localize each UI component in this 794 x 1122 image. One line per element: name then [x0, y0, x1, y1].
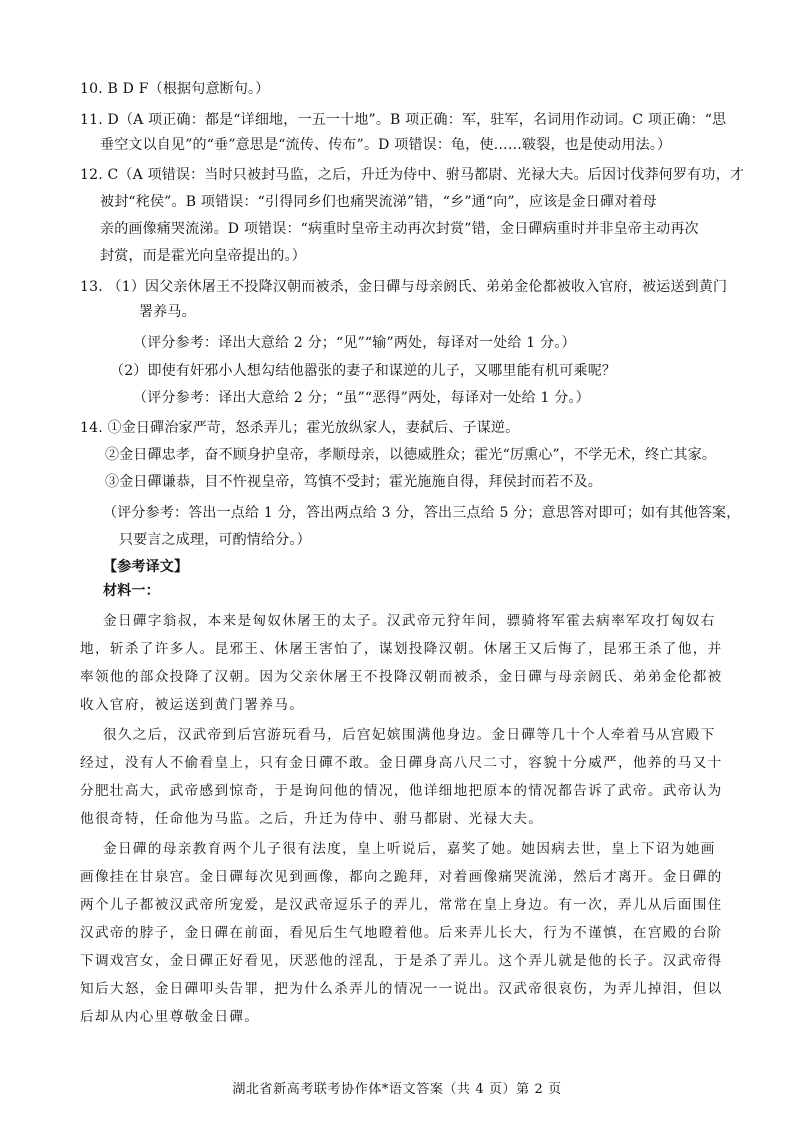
page-footer: 湖北省新高考联考协作体*语文答案（共 4 页）第 2 页 — [232, 1082, 562, 1097]
translation-line: 分肥壮高大，武帝感到惊奇，于是询问他的情况，他详细地把原本的情况都告诉了武帝。武帝认为 — [80, 783, 723, 799]
translation-line: 率领他的部众投降了汉朝。因为父亲休屠王不投降汉朝而被杀，金日磾与母亲阏氏、弟弟金伦都被 — [80, 669, 723, 685]
answer-12-line-4: 封赏，而是霍光向皇帝提出的。） — [100, 248, 306, 264]
answer-12-line-1: 12. C（A 项错误：当时只被封马监，之后，升迁为侍中、驸马都尉、光禄大夫。后因讨伐莽何罗有功，才 — [80, 167, 744, 183]
translation-line: 两个儿子都被汉武帝所宠爱，是汉武帝逗乐子的弄儿，常常在皇上身边。有一次，弄儿从后面围住 — [80, 897, 723, 913]
material-one-label: 材料一： — [103, 583, 160, 599]
translation-heading: 【参考译文】 — [103, 559, 189, 575]
answer-13-scoring-1: （评分参考：译出大意给 2 分；“见”“输”两处，每译对一处给 1 分。） — [133, 335, 576, 351]
answer-12-line-3: 亲的画像痛哭流涕。D 项错误：“病重时皇帝主动再次封赏”错，金日磾病重时并非皇帝主动再次 — [100, 221, 699, 237]
translation-line: 汉武帝的脖子，金日磾在前面，看见后生气地瞪着他。后来弄儿长大，行为不谨慎，在宫殿的台阶 — [80, 925, 723, 941]
translation-line: 后却从内心里尊敬金日磾。 — [80, 1009, 260, 1025]
translation-line: 收入官府，被运送到黄门署养马。 — [80, 697, 305, 713]
translation-line: 经过，没有人不偷看皇上，只有金日磾不敢。金日磾身高八尺二寸，容貌十分威严，他养的马又十 — [80, 755, 723, 771]
answer-11-line-1: 11. D（A 项正确：都是“详细地，一五一十地”。B 项正确：军，驻军，名词用作动词。C 项正确：“思 — [80, 112, 727, 128]
answer-14-scoring-line-2: 只要言之成理，可酌情给分。） — [119, 532, 311, 548]
answer-10: 10. B D F（根据句意断句。） — [80, 81, 270, 97]
answer-13-scoring-2: （评分参考：译出大意给 2 分；“虽”“恶得”两处，每译对一处给 1 分。） — [133, 390, 590, 406]
translation-line: 金日磾字翁叔，本来是匈奴休屠王的太子。汉武帝元狩年间，骠骑将军霍去病率军攻打匈奴右 — [103, 613, 716, 629]
answer-14-point-1: 14. ①金日磾治家严苛，怒杀弄儿；霍光放纵家人，妻弑后、子谋逆。 — [80, 420, 520, 436]
translation-line: 画像挂在甘泉宫。金日磾每次见到画像，都向之跪拜，对着画像痛哭流涕，然后才离开。金日磾的 — [80, 869, 723, 885]
translation-line: 他很奇特，任命他为马监。之后，升迁为侍中、驸马都尉、光禄大夫。 — [80, 811, 544, 827]
answer-14-point-3: ③金日磾谦恭，目不忤视皇帝，笃慎不受封；霍光施施自得，拜侯封而若不及。 — [105, 474, 602, 490]
answer-11-line-2: 垂空文以自见”的“垂”意思是“流传、传布”。D 项错误：龟，使……皲裂，也是使动用法。） — [100, 137, 672, 153]
translation-line: 金日磾的母亲教育两个儿子很有法度，皇上听说后，嘉奖了她。她因病去世，皇上下诏为她画 — [103, 841, 716, 857]
translation-line: 下调戏宫女，金日磾正好看见，厌恶他的淫乱，于是杀了弄儿。这个弄儿就是他的长子。汉武帝得 — [80, 953, 723, 969]
answer-13-part-2: （2）即使有奸邪小人想勾结他嚣张的妻子和谋逆的儿子，又哪里能有机可乘呢？ — [110, 363, 617, 379]
translation-line: 知后大怒，金日磾叩头告罪，把为什么杀弄儿的情况一一说出。汉武帝很哀伤，为弄儿掉泪，但以 — [80, 981, 723, 997]
answer-14-scoring-line-1: （评分参考：答出一点给 1 分，答出两点给 3 分，答出三点给 5 分；意思答对即可；如有其他答案， — [103, 505, 741, 521]
translation-line: 地，斩杀了许多人。昆邪王、休屠王害怕了，谋划投降汉朝。休屠王又后悔了，昆邪王杀了他，并 — [80, 641, 723, 657]
answer-12-line-2: 被封“秺侯”。B 项错误：“引得同乡们也痛哭流涕”错，“乡”通“向”，应该是金日磾对着母 — [100, 194, 657, 210]
answer-13-part-1-line-1: 13. （1）因父亲休屠王不投降汉朝而被杀，金日磾与母亲阏氏、弟弟金伦都被收入官府，被运送到黄门 — [80, 279, 728, 295]
answer-13-part-1-line-2: 署养马。 — [139, 304, 196, 320]
translation-line: 很久之后，汉武帝到后宫游玩看马，后宫妃嫔围满他身边。金日磾等几十个人牵着马从宫殿下 — [103, 727, 716, 743]
answer-14-point-2: ②金日磾忠孝，奋不顾身护皇帝，孝顺母亲，以德威胜众；霍光“厉熏心”，不学无术，终亡其家。 — [105, 447, 717, 463]
